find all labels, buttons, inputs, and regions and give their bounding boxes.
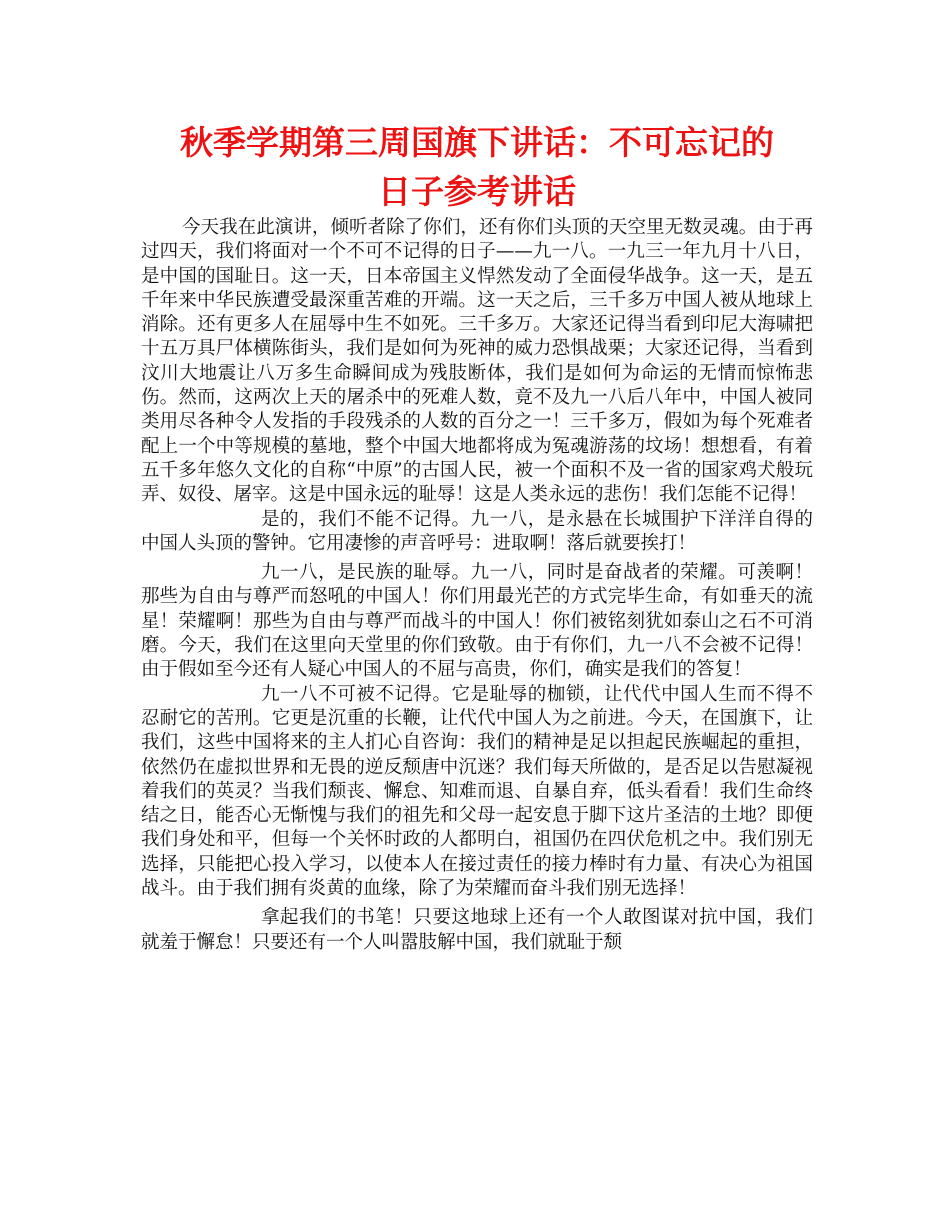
paragraph-4: 九一八不可被不记得。它是耻辱的枷锁，让代代中国人生而不得不忍耐它的苦刑。它更是沉重的长鞭，让代代中国人为之前进。今天，在国旗下，让我们，这些中国将来的主人扪心自咨询：我们的精神是足以担起民族崛起的重担，依然仍在虚拟世界和无畏的逆反颓唐中沉迷？我们每天所做的，是否足以告慰凝视着我们的英灵？当我们颓丧、懈怠、知难而退、自暴自弃，低头看看！我们生命终结之日，能否心无惭愧与我们的祖先和父母一起安息于脚下这片圣洁的土地？即便我们身处和平，但每一个关怀时政的人都明白，祖国仍在四伏危机之中。我们别无选择，只能把心投入学习，以使本人在接过责任的接力棒时有力量、有决心为祖国战斗。由于我们拥有炎黄的血缘，除了为荣耀而奋斗我们别无选择！ [141, 683, 813, 900]
document-page [141, 118, 813, 955]
document-title [141, 118, 813, 216]
paragraph-5: 拿起我们的书笔！只要这地球上还有一个人敢图谋对抗中国，我们就羞于懈怠！只要还有一个人叫嚣肢解中国，我们就耻于颓 [141, 907, 813, 953]
paragraph-3: 九一八，是民族的耻辱。九一八，同时是奋战者的荣耀。可羡啊！那些为自由与尊严而怒吼的中国人！你们用最光芒的方式完毕生命，有如垂天的流星！荣耀啊！那些为自由与尊严而战斗的中国人！你们被铭刻犹如泰山之石不可消磨。今天，我们在这里向天堂里的你们致敬。由于有你们，九一八不会被不记得！由于假如至今还有人疑心中国人的不屈与高贵，你们，确实是我们的答复！ [141, 562, 813, 681]
speech-body [141, 216, 813, 955]
paragraph-2: 是的，我们不能不记得。九一八，是永悬在长城围护下洋洋自得的中国人头顶的警钟。它用凄惨的声音呼号：进取啊！落后就要挨打！ [141, 508, 813, 554]
title-line-1: 秋季学期第三周国旗下讲话：不可忘记的 [180, 123, 774, 162]
paragraph-1: 今天我在此演讲，倾听者除了你们，还有你们头顶的天空里无数灵魂。由于再过四天，我们将面对一个不可不记得的日子——九一八。一九三一年九月十八日，是中国的国耻日。这一天，日本帝国主义悍然发动了全面侵华战争。这一天，是五千年来中华民族遭受最深重苦难的开端。这一天之后，三千多万中国人被从地球上消除。还有更多人在屈辱中生不如死。三千多万。大家还记得当看到印尼大海啸把十五万具尸体横陈街头，我们是如何为死神的威力恐惧战栗；大家还记得，当看到汶川大地震让八万多生命瞬间成为残肢断体，我们是如何为命运的无情而惊怖悲伤。然而，这两次上天的屠杀中的死难人数，竟不及九一八后八年中，中国人被同类用尽各种令人发指的手段残杀的人数的百分之一！三千多万，假如为每个死难者配上一个中等规模的墓地，整个中国大地都将成为冤魂游荡的坟场！想想看，有着五千多年悠久文化的自称“中原”的古国人民，被一个面积不及一省的国家鸡犬般玩弄、奴役、屠宰。这是中国永远的耻辱！这是人类永远的悲伤！我们怎能不记得！ [141, 217, 813, 506]
title-line-2: 日子参考讲话 [378, 172, 576, 211]
